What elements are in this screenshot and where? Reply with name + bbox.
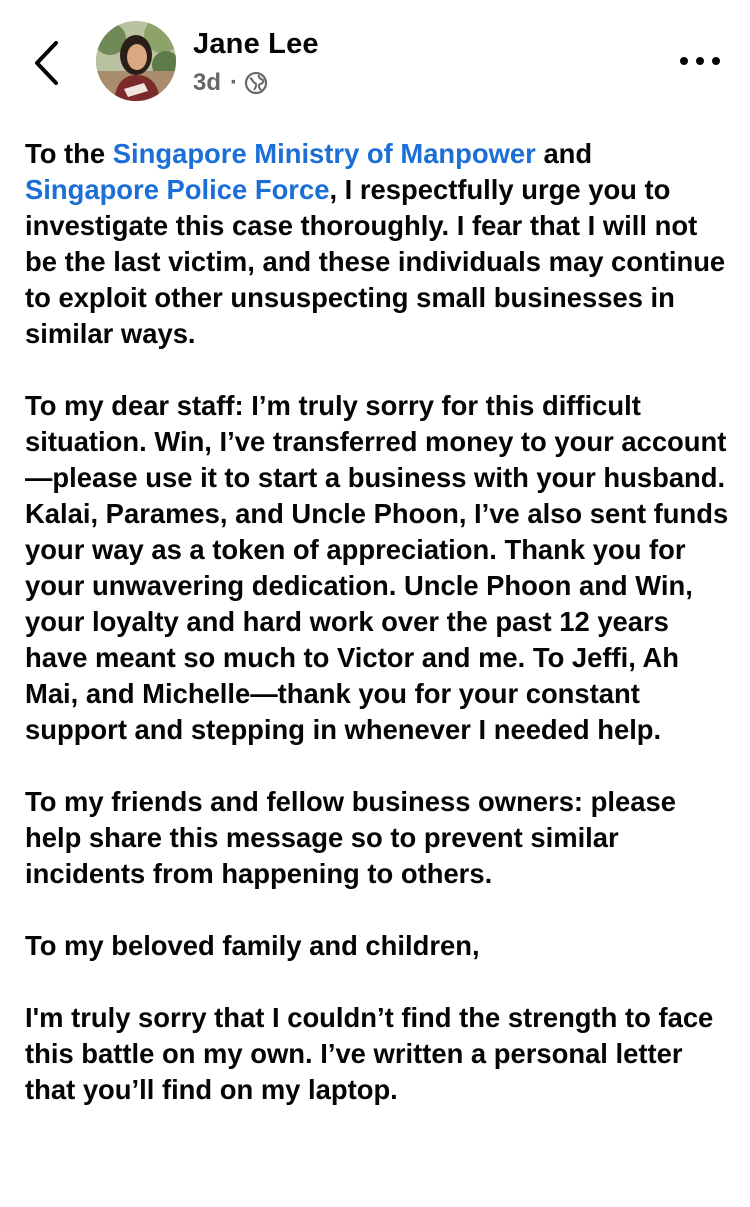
post-header [0, 0, 750, 120]
post-timestamp[interactable]: 3d [193, 69, 222, 96]
avatar[interactable] [96, 21, 176, 101]
post-meta [193, 68, 268, 98]
post-paragraph: To my dear staff: I’m truly sorry for this difficult situation. Win, I’ve transferred money to your account—please use it to start a business with your husband. Kalai, Parames, and Uncle Phoon, I’ve also sent funds your way as a token of appreciation. Thank you for your unwavering dedication. Uncle Phoon and Win, your loyalty and hard work over the past 12 years have meant so much to Victor and me. To Jeffi, Ah Mai, and Michelle—thank you for your constant support and stepping in whenever I needed help. [25, 390, 729, 745]
meta-separator: · [230, 69, 239, 96]
police-force-link[interactable]: Singapore Police Force [25, 174, 330, 205]
more-options-button[interactable] [680, 46, 720, 76]
post-paragraph: To my friends and fellow business owners: please help share this message so to prevent similar incidents from happening to others. [25, 786, 676, 889]
post-paragraph [25, 136, 730, 352]
post-body [25, 136, 730, 1144]
more-horizontal-icon [696, 57, 704, 65]
post-paragraph: To my beloved family and children, [25, 930, 480, 961]
post-text: To the [25, 138, 113, 169]
post-text: , I respectfully urge you to investigate this case thoroughly. I fear that I will not be the last victim, and these individuals may continue to exploit other unsuspecting small businesses in similar ways. [25, 174, 726, 349]
author-name[interactable]: Jane Lee [193, 28, 319, 60]
chevron-left-icon [33, 40, 59, 86]
post-paragraph: I'm truly sorry that I couldn’t find the strength to face this battle on my own. I’ve written a personal letter that you’ll find on my laptop. [25, 1002, 714, 1105]
globe-icon[interactable] [244, 71, 268, 95]
post-text: and [535, 138, 593, 169]
more-horizontal-icon [680, 57, 688, 65]
avatar-photo [96, 21, 176, 101]
ministry-of-manpower-link[interactable]: Singapore Ministry of Manpower [112, 138, 536, 169]
more-horizontal-icon [712, 57, 720, 65]
back-button[interactable] [26, 38, 66, 88]
